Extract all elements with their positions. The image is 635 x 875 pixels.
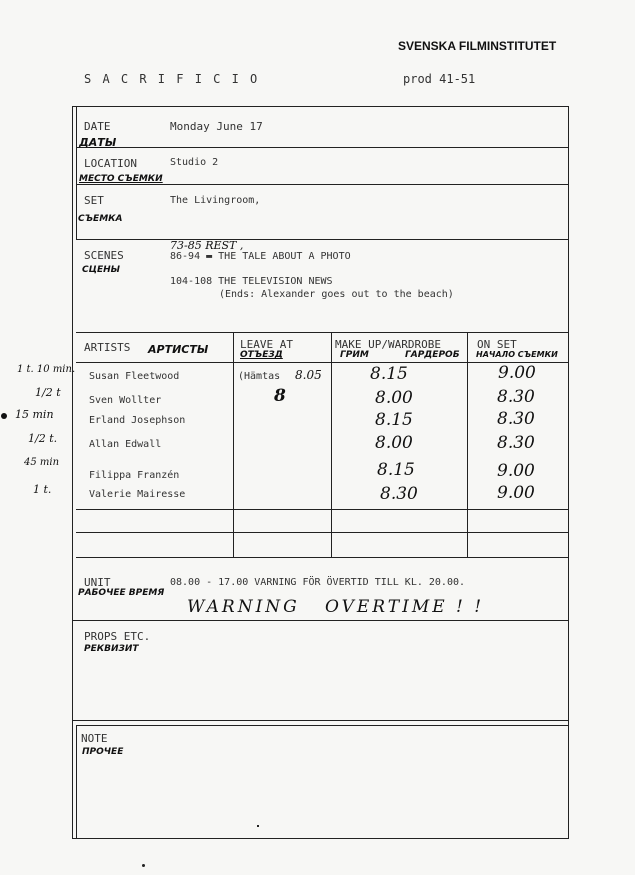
on-set-time: 9.00 [497,461,535,481]
margin-note: 1/2 t [35,386,61,399]
col-header-makeup-ru-2: ГАРДЕРОБ [405,350,460,360]
divider [76,725,569,726]
set-label-ru: СЪЕМКА [78,214,123,224]
divider [76,239,569,240]
production-number: prod 41-51 [403,72,476,86]
overtime-warning: WARNING OVERTIME ! ! [187,597,485,617]
set-value: The Livingroom, [170,195,261,206]
props-label-ru: РЕКВИЗИТ [84,644,139,654]
margin-note: 15 min [15,408,54,421]
unit-label-ru: РАБОЧЕЕ ВРЕМЯ [78,588,165,598]
col-header-artists-ru: АРТИСТЫ [148,343,209,356]
scenes-line-3: (Ends: Alexander goes out to the beach) [219,289,454,300]
ink-speck [257,825,259,827]
on-set-time: 8.30 [497,433,535,453]
on-set-time: 9.00 [497,483,535,503]
divider [76,725,77,838]
props-label: PROPS ETC. [84,630,151,643]
ink-speck [142,864,145,867]
col-header-onset-ru: НАЧАЛО СЪЕМКИ [476,350,558,359]
divider [76,147,569,148]
col-header-onset: ON SET [477,338,517,351]
scenes-line-1: 86-94 ▬ THE TALE ABOUT A PHOTO [170,251,351,262]
leave-at-time: 8 [274,386,286,406]
divider [76,184,569,185]
divider [76,557,569,558]
artist-name: Valerie Mairesse [89,489,186,500]
film-title: S A C R I F I C I O [84,72,260,86]
artist-name: Erland Josephson [89,415,186,426]
unit-value: 08.00 - 17.00 VARNING FÖR ÖVERTID TILL KL. 20.00. [170,577,466,588]
margin-note: 1 t. 10 min. [17,364,76,375]
location-value: Studio 2 [170,157,219,168]
makeup-time: 8.15 [377,460,415,480]
leave-at-time: 8.05 [295,368,322,382]
col-header-artists: ARTISTS [84,341,131,354]
note-label-ru: ПРОЧЕЕ [82,747,124,757]
makeup-time: 8.00 [375,388,413,408]
col-header-makeup-ru-1: ГРИМ [340,350,369,360]
margin-note: 1/2 t. [28,432,58,445]
on-set-time: 8.30 [497,409,535,429]
date-label-ru: ДАТЫ [79,136,117,149]
location-label-ru: МЕСТО СЪЕМКИ [79,174,163,184]
col-header-leave-ru: ОТЪЕЗД [240,350,283,360]
scenes-line-2: 104-108 THE TELEVISION NEWS [170,276,333,287]
makeup-time: 8.00 [375,433,413,453]
makeup-time: 8.30 [380,484,418,504]
institute-name: SVENSKA FILMINSTITUTET [398,39,557,53]
on-set-time: 9.00 [498,363,536,383]
unit-label: UNIT [84,576,111,589]
divider [76,332,569,333]
margin-note: 1 t. [33,483,52,496]
set-label: SET [84,194,104,207]
artist-name: Sven Wollter [89,395,162,406]
artist-name: Susan Fleetwood [89,371,180,382]
leave-at-text: (Hämtas [238,371,281,382]
location-label: LOCATION [84,157,137,170]
note-label: NOTE [81,732,108,745]
col-header-leave: LEAVE AT [240,338,293,351]
scenes-label-ru: СЦЕНЫ [82,265,120,275]
scenes-label: SCENES [84,249,124,262]
on-set-time: 8.30 [497,387,535,407]
col-header-makeup: MAKE UP/WARDROBE [335,338,441,351]
divider [76,106,77,239]
margin-note: 45 min [24,457,60,468]
makeup-time: 8.15 [375,410,413,430]
date-value: Monday June 17 [170,120,263,133]
artist-name: Filippa Franzén [89,470,180,481]
divider [72,720,569,721]
makeup-time: 8.15 [370,364,408,384]
bullet-mark [1,413,7,419]
artist-name: Allan Edwall [89,439,162,450]
date-label: DATE [84,120,111,133]
scenes-handwritten-note: 73-85 REST , [170,239,244,252]
divider [72,620,569,621]
